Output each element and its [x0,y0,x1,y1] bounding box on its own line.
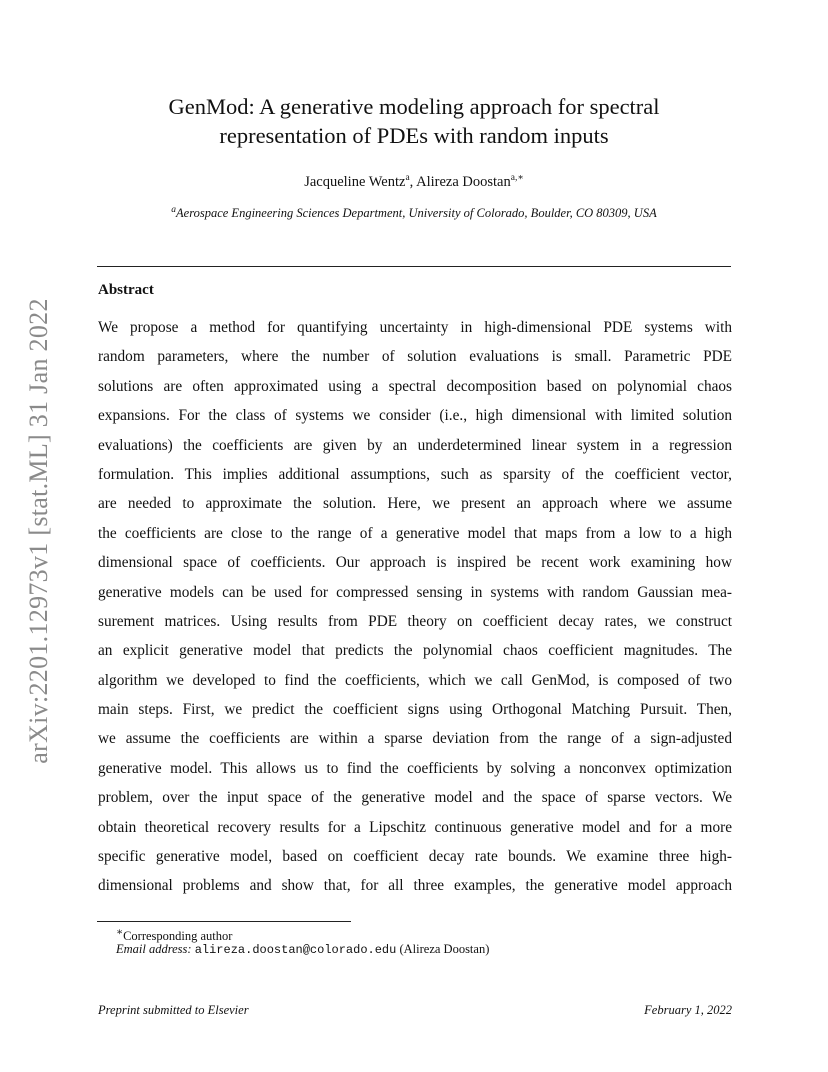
abstract-body [98,316,732,904]
author-separator: , [409,173,417,190]
title-line-1: GenMod: A generative modeling approach for spectral [168,94,660,119]
header-divider [97,266,731,267]
abstract-line: we assume the coefficients are within a sparse deviation from the range of a sign-adjusted [98,730,732,748]
arxiv-identifier-text: arXiv:2201.12973v1 [stat.ML] 31 Jan 2022 [24,298,53,764]
abstract-line: formulation. This implies additional assumptions, such as sparsity of the coefficient vector, [98,465,732,483]
abstract-line: evaluations) the coefficients are given by an underdetermined linear system in a regression [98,436,732,454]
abstract-line: dimensional problems and show that, for all three examples, the generative model approach [98,877,732,895]
abstract-line: obtain theoretical recovery results for a Lipschitz continuous generative model and for a more [98,818,732,836]
abstract-line: the coefficients are close to the range of a generative model that maps from a low to a high [98,524,732,542]
email-label: Email address: [116,942,192,956]
abstract-heading: Abstract [98,282,154,298]
affiliation [96,205,732,221]
abstract-line: expansions. For the class of systems we consider (i.e., high dimensional with limited solution [98,407,732,425]
abstract-line: We propose a method for quantifying uncertainty in high-dimensional PDE systems with [98,319,732,336]
abstract-line: problem, over the input space of the generative model and the space of sparse vectors. We [98,789,732,807]
abstract-line: surement matrices. Using results from PDE theory on coefficient decay rates, we construct [98,612,732,630]
footnote-email [116,942,489,957]
paper-title [96,92,732,150]
abstract-line: main steps. First, we predict the coefficient signs using Orthogonal Matching Pursuit. Then, [98,701,732,719]
email-address-link[interactable]: alireza.doostan@colorado.edu [194,943,397,957]
abstract-line: are needed to approximate the solution. Here, we present an approach where we assume [98,495,732,513]
title-line-2: representation of PDEs with random inputs [219,123,609,148]
author-name: Jacqueline Wentz [304,173,406,190]
abstract-line: random parameters, where the number of solution evaluations is small. Parametric PDE [98,348,732,366]
footnote-mark: ∗ [116,927,124,938]
author-name: Alireza Doostan [416,173,511,190]
author-affiliation-mark: a [405,173,410,183]
affiliation-text: Aerospace Engineering Sciences Department, University of Colorado, Boulder, CO 80309, USA [176,206,657,221]
arxiv-identifier-stamp [22,288,56,774]
author-list [96,172,732,191]
abstract-line: generative models can be used for compressed sensing in systems with random Gaussian mea- [98,583,732,601]
author-affiliation-mark: a,∗ [510,173,524,183]
footnote-divider [97,921,351,922]
footnote-text: Corresponding author [123,929,233,944]
email-owner: (Alireza Doostan) [399,942,490,956]
abstract-line: dimensional space of coefficients. Our approach is inspired be recent work examining how [98,554,732,572]
abstract-line: generative model. This allows us to find the coefficients by solving a nonconvex optimization [98,759,732,777]
preprint-notice: Preprint submitted to Elsevier [98,1003,249,1017]
preprint-date: February 1, 2022 [644,1003,732,1017]
abstract-line: algorithm we developed to find the coefficients, which we call GenMod, is composed of two [98,671,732,689]
abstract-line: solutions are often approximated using a spectral decomposition based on polynomial chaos [98,377,732,395]
abstract-line: specific generative model, based on coefficient decay rate bounds. We examine three high- [98,848,732,866]
affiliation-mark: a [171,205,177,215]
abstract-line: an explicit generative model that predicts the polynomial chaos coefficient magnitudes. The [98,642,732,660]
